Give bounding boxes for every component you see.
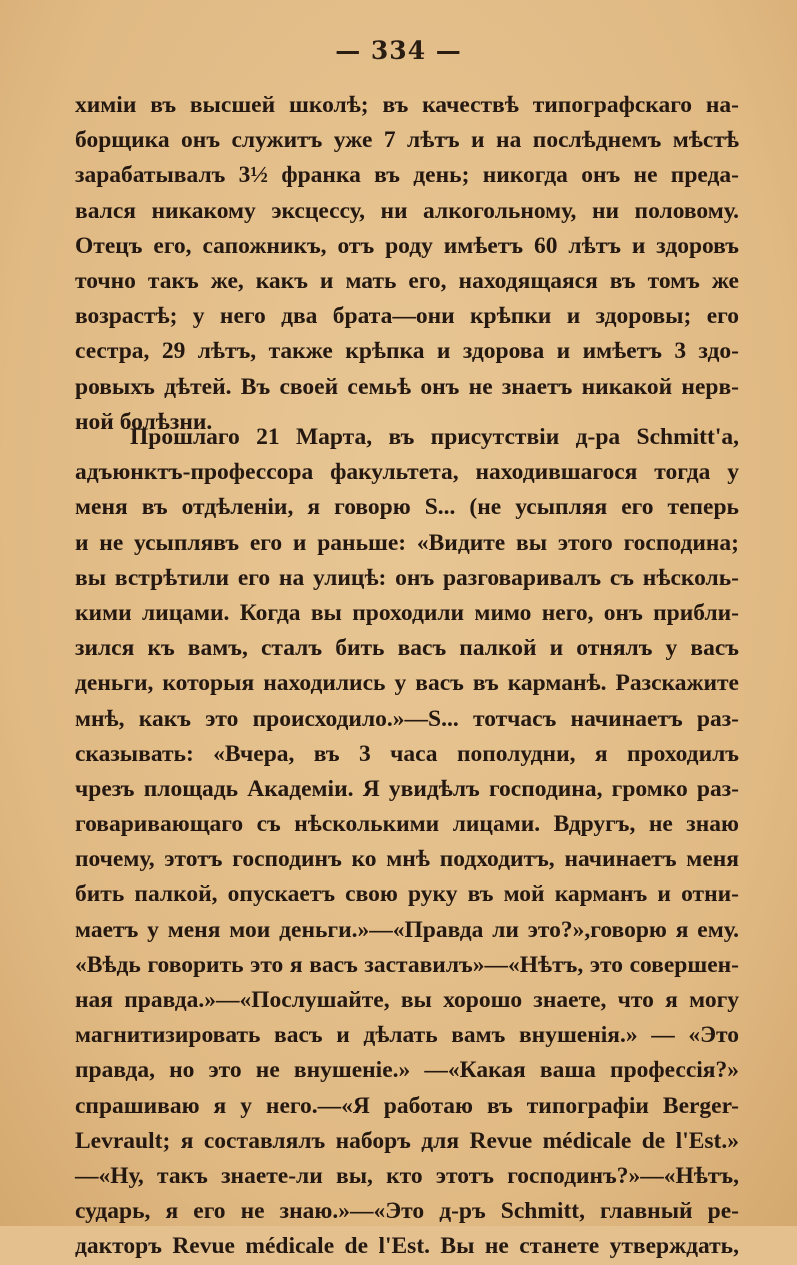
text-line: Отецъ его, сапожникъ, отъ роду имѣетъ 60 лѣтъ и здоровъ <box>75 232 739 259</box>
text-line: возрастѣ; у него два брата—они крѣпки и здоровы; его <box>75 303 739 330</box>
text-line: магнитизировать васъ и дѣлать вамъ внушенія.» — «Это <box>75 1022 739 1049</box>
text-line: дакторъ Revue médicale de l'Est. Вы не станете утверждать, <box>75 1233 739 1260</box>
text-line: чрезъ площадь Академіи. Я увидѣлъ господина, громко раз- <box>75 775 739 802</box>
text-line: химіи въ высшей школѣ; въ качествѣ типографскаго на- <box>75 92 739 118</box>
text-line: ная правда.»—«Послушайте, вы хорошо знаете, что я могу <box>75 987 739 1013</box>
text-line: бить палкой, опускаетъ свою руку въ мой карманъ и отни- <box>75 881 739 908</box>
text-line: вы встрѣтили его на улицѣ: онъ разговаривалъ съ нѣсколь- <box>75 564 739 591</box>
text-line: ной болѣзни. <box>75 408 213 435</box>
text-line: адъюнктъ-профессора факультета, находившагося тогда у <box>75 459 739 486</box>
paragraph-1 <box>75 88 739 440</box>
text-line: точно такъ же, какъ и мать его, находящаяся въ томъ же <box>75 267 739 294</box>
text-line: мнѣ, какъ это происходило.»—S... тотчасъ начинаетъ раз- <box>75 705 739 732</box>
paragraph-2 <box>75 420 739 1265</box>
text-line: зарабатывалъ 3½ франка въ день; никогда онъ не преда- <box>75 162 739 189</box>
text-line: меня въ отдѣленіи, я говорю S... (не усыпляя его теперь <box>75 494 739 521</box>
page-number: — 334 — <box>335 36 462 65</box>
text-line: зился къ вамъ, сталъ бить васъ палкой и отнялъ у васъ <box>75 635 739 662</box>
text-line: спрашиваю я у него.—«Я работаю въ типографіи Berger- <box>75 1092 739 1119</box>
text-line: Levrault; я составлялъ наборъ для Revue médicale de l'Est.» <box>75 1127 739 1154</box>
text-line: сударь, я его не знаю.»—«Это д-ръ Schmitt, главный ре- <box>75 1198 739 1225</box>
text-line: ровыхъ дѣтей. Въ своей семьѣ онъ не знаетъ никакой нерв- <box>75 373 739 400</box>
text-line: —«Ну, такъ знаете-ли вы, кто этотъ господинъ?»—«Нѣтъ, <box>75 1162 739 1189</box>
text-line: говаривающаго съ нѣсколькими лицами. Вдругъ, не знаю <box>75 811 739 838</box>
text-line: сказывать: «Вчера, въ 3 часа пополудни, я проходилъ <box>75 740 739 767</box>
text-line: почему, этотъ господинъ ко мнѣ подходитъ, начинаетъ меня <box>75 846 739 873</box>
text-line: правда, но это не внушеніе.» —«Какая ваша профессія?» <box>75 1057 739 1084</box>
text-line: вался никакому эксцессу, ни алкогольному, ни половому. <box>75 197 739 224</box>
text-line: маетъ у меня мои деньги.»—«Правда ли это?»,говорю я ему. <box>75 916 739 943</box>
text-line: «Вѣдь говорить это я васъ заставилъ»—«Нѣтъ, это совершен- <box>75 951 739 978</box>
text-line: борщика онъ служитъ уже 7 лѣтъ и на послѣднемъ мѣстѣ <box>75 127 739 154</box>
text-line: сестра, 29 лѣтъ, также крѣпка и здорова и имѣетъ 3 здо- <box>75 338 739 365</box>
text-line: кими лицами. Когда вы проходили мимо него, онъ прибли- <box>75 599 739 626</box>
text-line: деньги, которыя находились у васъ въ карманѣ. Разскажите <box>75 670 739 697</box>
text-line: и не усыплявъ его и раньше: «Видите вы этого господина; <box>75 529 739 556</box>
text-line: Прошлаго 21 Марта, въ присутствіи д-ра Schmitt'a, <box>130 424 739 450</box>
